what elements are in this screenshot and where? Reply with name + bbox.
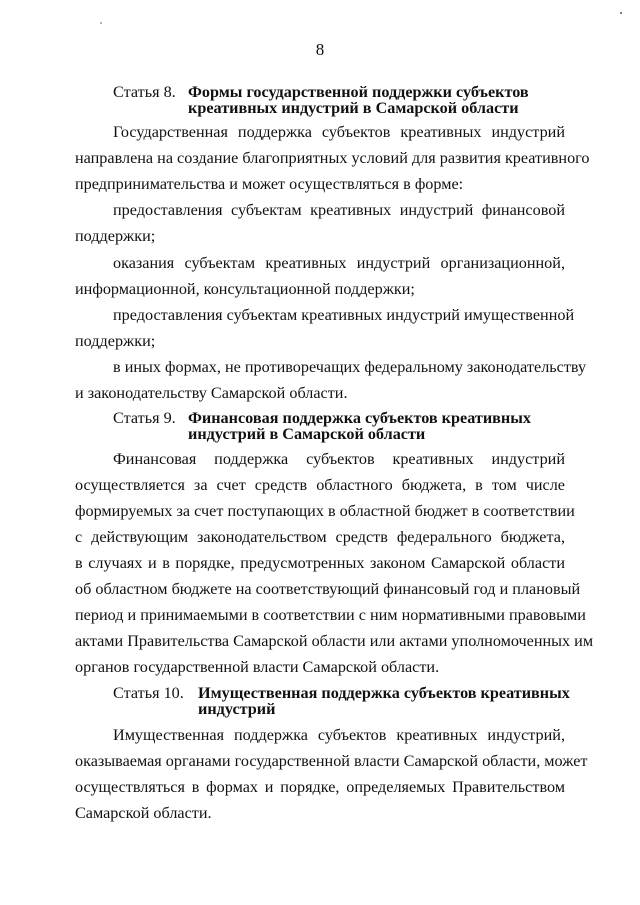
article-10-number: Статья 10. bbox=[113, 684, 184, 702]
article-8-line: поддержки; bbox=[75, 332, 156, 350]
article-8-line: направлена на создание благоприятных условий для развития креативного bbox=[75, 149, 590, 167]
article-8-title-line-2: креативных индустрий в Самарской области bbox=[188, 99, 519, 117]
page-number: 8 bbox=[315, 40, 325, 59]
article-10-line: оказываемая органами государственной власти Самарской области, может bbox=[75, 752, 588, 770]
article-10-heading bbox=[113, 684, 570, 702]
article-8-line: в иных формах, не противоречащих федеральному законодательству bbox=[113, 358, 587, 376]
article-9-line: осуществляется за счет средств областного бюджета, в том числе bbox=[75, 476, 565, 494]
article-8-line: предоставления субъектам креативных индустрий финансовой bbox=[113, 201, 565, 219]
article-8-number: Статья 8. bbox=[113, 83, 176, 101]
article-10-line: осуществляться в формах и порядке, определяемых Правительством bbox=[75, 778, 565, 796]
article-9-number: Статья 9. bbox=[113, 409, 176, 427]
article-9-line: об областном бюджете на соответствующий финансовый год и плановый bbox=[75, 580, 581, 598]
article-9-line: в случаях и в порядке, предусмотренных законом Самарской области bbox=[75, 554, 565, 572]
article-8-line: Государственная поддержка субъектов креативных индустрий bbox=[113, 123, 565, 141]
scan-speck bbox=[620, 12, 622, 14]
article-8-line: поддержки; bbox=[75, 227, 156, 245]
article-10-line: Самарской области. bbox=[75, 804, 212, 822]
article-10-line: Имущественная поддержка субъектов креативных индустрий, bbox=[113, 726, 565, 744]
article-9-line: период и принимаемыми в соответствии с ним нормативными правовыми bbox=[75, 606, 586, 624]
article-9-line: формируемых за счет поступающих в областной бюджет в соответствии bbox=[75, 502, 575, 520]
article-8-line: и законодательству Самарской области. bbox=[75, 384, 348, 402]
article-8-line: оказания субъектам креативных индустрий организационной, bbox=[113, 254, 565, 272]
scan-speck bbox=[100, 22, 102, 24]
article-9-line: органов государственной власти Самарской области. bbox=[75, 658, 440, 676]
article-8-line: информационной, консультационной поддержки; bbox=[75, 280, 415, 298]
article-9-title-line-1: Финансовая поддержка субъектов креативных bbox=[188, 409, 531, 427]
article-9-line: Финансовая поддержка субъектов креативных индустрий bbox=[113, 450, 565, 468]
article-10-title-line-1: Имущественная поддержка субъектов креативных bbox=[198, 684, 570, 702]
article-8-line: предпринимательства и может осуществляться в форме: bbox=[75, 175, 464, 193]
article-9-line: актами Правительства Самарской области или актами уполномоченных им bbox=[75, 632, 594, 650]
article-8-line: предоставления субъектам креативных индустрий имущественной bbox=[113, 306, 575, 324]
article-8-title-line-1: Формы государственной поддержки субъектов bbox=[188, 83, 529, 101]
article-10-title-line-2: индустрий bbox=[198, 700, 276, 718]
article-9-title-line-2: индустрий в Самарской области bbox=[188, 425, 426, 443]
article-9-line: с действующим законодательством средств федерального бюджета, bbox=[75, 528, 565, 546]
